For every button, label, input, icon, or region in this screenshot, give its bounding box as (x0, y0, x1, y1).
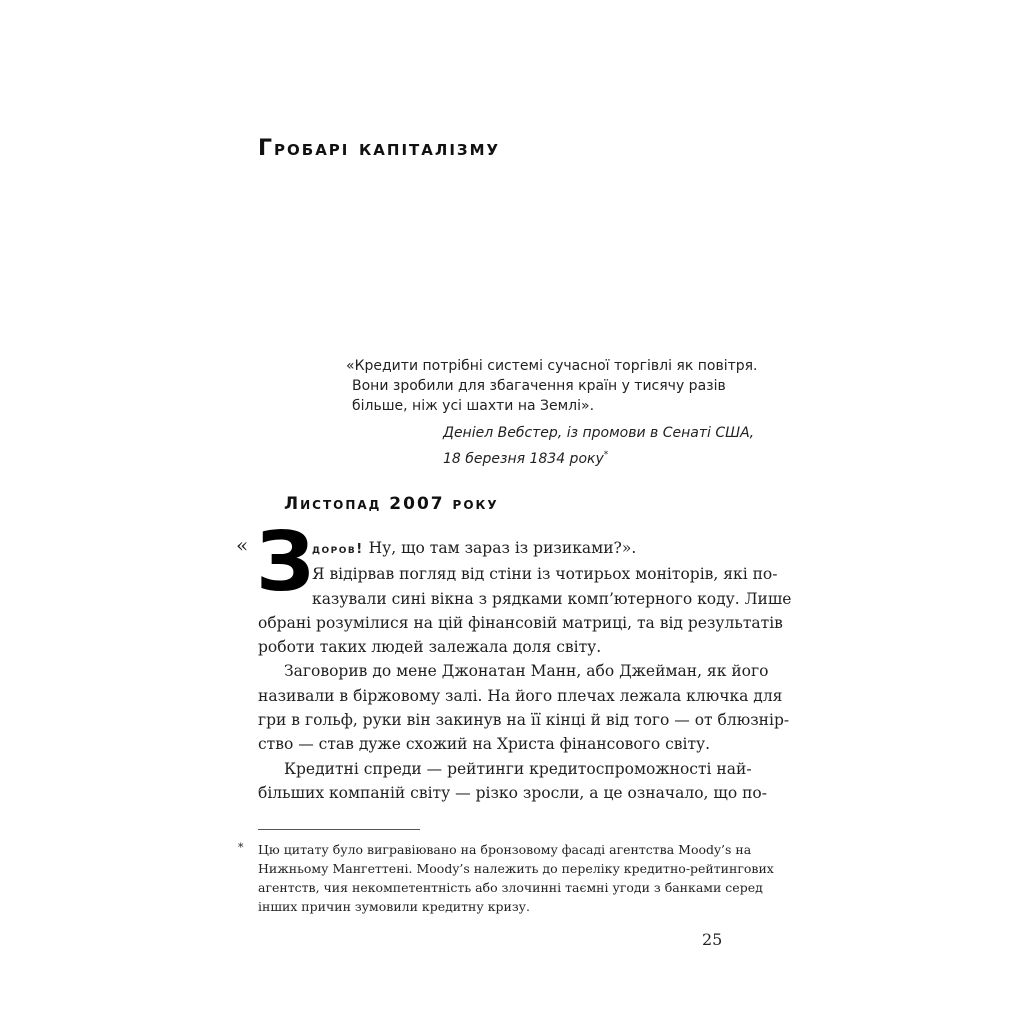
body-line: ство — став дуже схожий на Христа фінансового світу. (258, 735, 711, 754)
body-line: казували сині вікна з рядками комп’ютерного коду. Лише (312, 589, 792, 608)
body-line: доров! Ну, що там зараз із ризиками?». (312, 539, 637, 557)
footnote-reference[interactable]: * (603, 450, 609, 460)
epigraph-attribution (443, 422, 766, 470)
body-line: Я відірвав погляд від стіни із чотирьох моніторів, які по- (312, 565, 778, 584)
attribution-line (443, 444, 766, 470)
epigraph (346, 356, 766, 470)
body-line: гри в гольф, руки він закинув на її кінці й від того — от блюзнір- (258, 711, 790, 730)
opening-quote-mark: « (236, 533, 249, 557)
body-line: Кредитні спреди — рейтинги кредитоспроможності най- (284, 759, 752, 778)
epigraph-quote-line: «Кредити потрібні системі сучасної торгівлі як повітря. (346, 358, 758, 374)
attribution-date: 18 березня 1834 року (443, 451, 604, 467)
footnote-divider (258, 829, 420, 830)
body-line: називали в біржовому залі. На його плечах лежала ключка для (258, 686, 783, 705)
footnote-line: інших причин зумовили кредитну кризу. (258, 899, 531, 914)
lead-word: доров! (312, 542, 364, 557)
epigraph-quote (346, 356, 766, 416)
page-number: 25 (702, 930, 723, 949)
footnote-marker: * (238, 841, 244, 854)
section-title: Листопад 2007 року (284, 494, 499, 514)
epigraph-quote-line: більше, ніж усі шахти на Землі». (352, 398, 595, 414)
attribution-line: Деніел Вебстер, із промови в Сенаті США, (443, 425, 755, 441)
body-line: роботи таких людей залежала доля світу. (258, 638, 602, 657)
footnote-line: агентств, чия некомпетентність або злочинні таємні угоди з банками серед (258, 880, 763, 895)
drop-cap: З (256, 515, 315, 610)
body-text (258, 536, 792, 805)
body-line: Заговорив до мене Джонатан Манн, або Джейман, як його (284, 662, 769, 681)
chapter-title: Гробарі капіталізму (258, 136, 501, 161)
footnote-line: Нижньому Мангеттені. Moody’s належить до переліку кредитно-рейтингових (258, 861, 774, 876)
footnote-line: Цю цитату було вигравіювано на бронзовому фасаді агентства Moody’s на (258, 842, 752, 857)
footnote (238, 840, 774, 916)
body-line: обрані розумілися на цій фінансовій матриці, та від результатів (258, 613, 783, 632)
body-line: більших компаній світу — різко зросли, а це означало, що по- (258, 783, 767, 802)
epigraph-quote-line: Вони зробили для збагачення країн у тисячу разів (352, 378, 726, 394)
